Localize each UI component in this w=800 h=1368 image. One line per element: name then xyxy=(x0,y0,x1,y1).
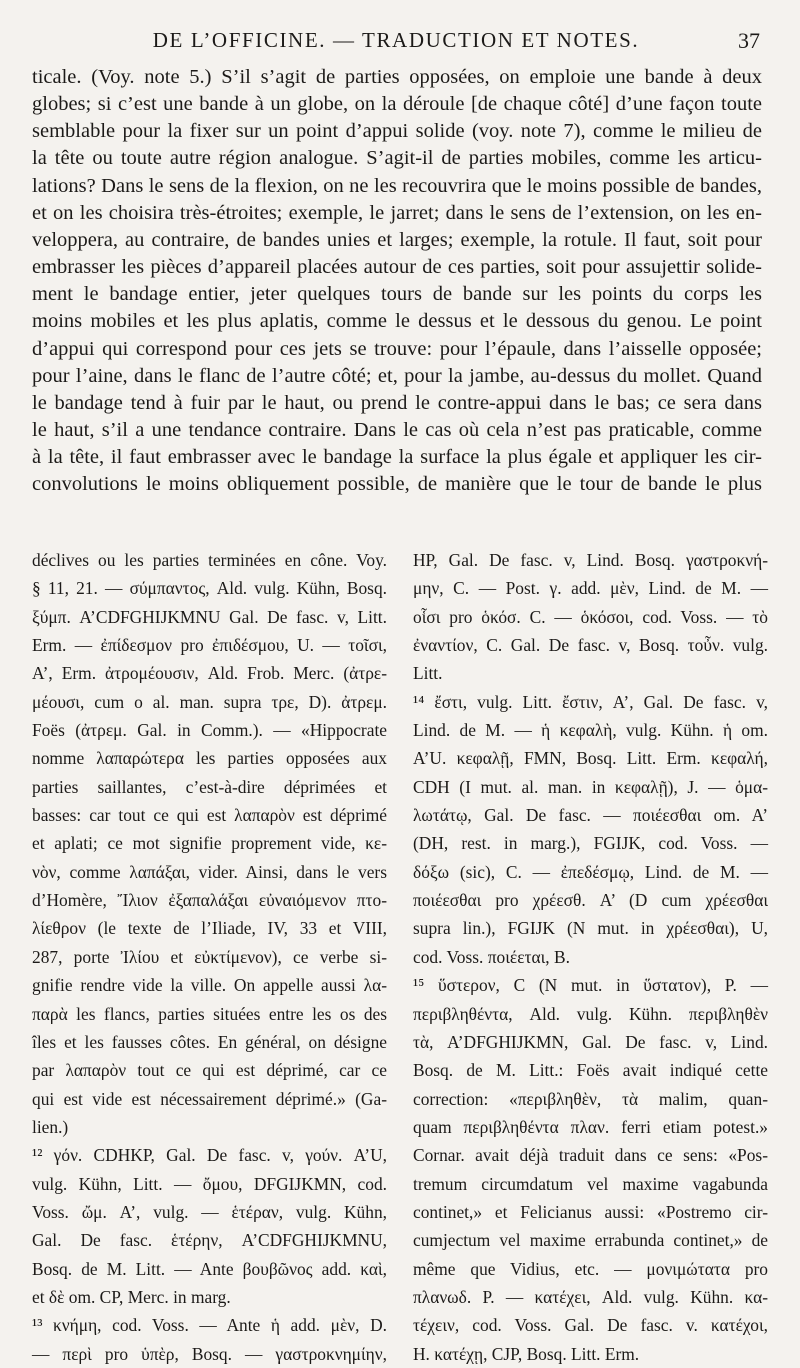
footnote-line: déclives ou les parties terminées en cône. Voy. xyxy=(32,550,387,570)
footnote-line: quam περιβληθέντα πλαν. ferri etiam potest.» xyxy=(413,1116,768,1137)
footnote-line: Gal. De fasc. ἑτέρην, A’CDFGHIJKMNU, xyxy=(32,1230,387,1251)
footnote-line: même que Vidius, etc. — μονιμώτατα pro xyxy=(413,1258,768,1279)
text-line: à la tête, il faut embrasser avec le bandage la surface la plus égale et appliquer les cir- xyxy=(32,446,762,469)
footnote-line: vulg. Kühn, Litt. — ὄμου, DFGIJKMN, cod. xyxy=(32,1173,387,1194)
footnote-line: A’U. κεφαλῇ, FMN, Bosq. Litt. Erm. κεφαλή, xyxy=(413,748,768,769)
page-header xyxy=(32,28,760,62)
footnote-line: Lind. de M. — ἡ κεφαλὴ, vulg. Kühn. ἡ om. xyxy=(413,720,768,741)
footnote-line: Erm. — ἐπίδεσμον pro ἐπιδέσμου, U. — τοῖσι, xyxy=(32,635,387,656)
text-line: embrasser les pièces d’appareil placées autour de ces parties, soit pour assujettir solide- xyxy=(32,256,762,279)
footnotes xyxy=(32,546,768,1364)
footnote-line: qui est vide est nécessairement déprimé.» (Ga- xyxy=(32,1088,387,1109)
text-line: convolutions le moins obliquement possible, de manière que le tour de bande le plus xyxy=(32,473,762,496)
footnote-line: tremum circumdatum vel maxime vagabunda xyxy=(413,1173,768,1194)
footnotes-right-column xyxy=(413,546,768,1368)
footnote-line: τὰ, A’DFGHIJKMN, Gal. De fasc. v, Lind. xyxy=(413,1031,768,1052)
footnote-line: ποιέεσθαι pro χρέεσθ. A’ (D cum χρέεσθαι xyxy=(413,890,768,911)
footnote-line: (DH, rest. in marg.), FGIJK, cod. Voss. — xyxy=(413,833,768,854)
footnote-line: τέχειν, cod. Voss. Gal. De fasc. v. κατέχοι, xyxy=(413,1315,768,1336)
text-line: d’appui qui correspond pour ces jets se trouve: pour l’épaule, dans l’aisselle opposée; xyxy=(32,337,762,360)
text-line: et on les choisira très-étroites; exemple, le jarret; dans le sens de l’extension, on les en- xyxy=(32,201,762,224)
text-line: le bandage tend à fuir par le haut, ou prend le contre-appui dans le bas; ce sera dans xyxy=(32,391,762,414)
footnote-line: Litt. xyxy=(413,663,443,684)
footnote-line: ¹³ κνήμη, cod. Voss. — Ante ἡ add. μὲν, D. xyxy=(32,1315,387,1336)
text-line: la tête ou toute autre région analogue. S’agit-il de parties mobiles, comme les articu- xyxy=(32,147,762,170)
main-text-block xyxy=(32,64,762,499)
page-number: 37 xyxy=(738,28,760,53)
footnote-line: δόξω (sic), C. — ἐπεδέσμῳ, Lind. de M. — xyxy=(413,861,768,882)
footnote-line: — περὶ pro ὑπὲρ, Bosq. — γαστροκνημίην, xyxy=(32,1343,387,1364)
footnote-line: Voss. ὤμ. A’, vulg. — ἑτέραν, vulg. Kühn, xyxy=(32,1201,387,1222)
footnote-line: πλανωδ. P. — κατέχει, Ald. vulg. Kühn. κα- xyxy=(413,1286,768,1307)
footnote-line: ¹⁴ ἔστι, vulg. Litt. ἔστιν, A’, Gal. De fasc. v, xyxy=(413,691,768,712)
footnote-line: nomme λαπαρώτερα les parties opposées aux xyxy=(32,748,387,769)
footnote-line: par λαπαρὸν tout ce qui est déprimé, car ce xyxy=(32,1060,387,1081)
footnote-line: περιβληθέντα, Ald. vulg. Kühn. περιβληθὲν xyxy=(413,1003,768,1024)
footnote-line: ¹² γόν. CDHKP, Gal. De fasc. v, γούν. A’U, xyxy=(32,1145,387,1166)
text-line: lations? Dans le sens de la flexion, on ne les recouvrira que le moins possible de bandes, xyxy=(32,174,762,197)
footnote-line: ἐναντίον, C. Gal. De fasc. v, Bosq. τοὖν. vulg. xyxy=(413,635,768,656)
footnote-line: λίεθρον (le texte de l’Iliade, IV, 33 et VIII, xyxy=(32,918,387,939)
footnote-line: continet,» et Felicianus aussi: «Postremo cir- xyxy=(413,1201,768,1222)
footnote-line: μην, C. — Post. γ. add. μὲν, Lind. de M. — xyxy=(413,578,768,599)
footnote-line: § 11, 21. — σύμπαντος, Ald. vulg. Kühn, Bosq. xyxy=(32,578,387,599)
footnote-line: gnifie rendre vide la ville. On appelle aussi λα- xyxy=(32,975,387,996)
footnotes-left-column xyxy=(32,546,387,1368)
footnote-line: παρὰ les flancs, parties situées entre les os des xyxy=(32,1003,387,1024)
text-line: ticale. (Voy. note 5.) S’il s’agit de parties opposées, on emploie une bande à deux xyxy=(32,66,762,88)
footnote-line: CDH (I mut. al. man. in κεφαλῇ), J. — ὁμα- xyxy=(413,776,768,797)
footnote-line: λωτάτῳ, Gal. De fasc. — ποιέεσθαι om. A’ xyxy=(413,805,768,826)
footnote-line: μέουσι, cum ο al. man. supra τρε, D). ἀτρεμ. xyxy=(32,691,387,712)
footnote-line: d’Homère, Ἴλιον ἐξαπαλάξαι εὐναιόμενον πτο- xyxy=(32,890,387,911)
footnote-line: Cornar. avait déjà traduit dans ce sens: «Pos- xyxy=(413,1145,768,1166)
text-line: le haut, s’il a une tendance contraire. Dans le cas où cela n’est pas praticable, comme xyxy=(32,419,762,442)
footnote-line: νὸν, comme λαπάξαι, vider. Ainsi, dans le vers xyxy=(32,861,387,882)
footnote-line: cod. Voss. ποιέεται, B. xyxy=(413,946,570,967)
footnote-line: lien.) xyxy=(32,1116,69,1137)
text-line: pour l’aine, dans le flanc de l’autre côté; et, pour la jambe, au-dessus du mollet. Quand xyxy=(32,364,762,387)
footnote-line: οἷσι pro ὁκόσ. C. — ὁκόσοι, cod. Voss. — τὸ xyxy=(413,606,768,627)
footnote-line: ξύμπ. A’CDFGHIJKMNU Gal. De fasc. v, Litt. xyxy=(32,606,387,627)
footnote-line: ¹⁵ ὕστερον, C (N mut. in ὕστατον), P. — xyxy=(413,975,768,996)
footnote-line: A’, Erm. ἀτρομέουσιν, Ald. Frob. Merc. (ἀτρε- xyxy=(32,663,387,684)
footnote-line: basses: car tout ce qui est λαπαρὸν est déprimé xyxy=(32,805,387,826)
text-line: veloppera, au contraire, de bandes unies et larges; exemple, la rotule. Il faut, soit pour xyxy=(32,228,762,251)
text-line: moins mobiles et les plus aplatis, comme le dessus et le dessous du genou. Le point xyxy=(32,310,762,333)
footnote-line: et aplati; ce mot signifie proprement vide, κε- xyxy=(32,833,387,854)
text-line: globes; si c’est une bande à un globe, on la déroule [de chaque côté] d’une façon toute xyxy=(32,93,762,116)
text-line: ment le bandage entier, jeter quelques tours de bande sur les points du corps les xyxy=(32,283,762,306)
footnote-line: 287, porte Ἰλίου et εὐκτίμενον), ce verbe si- xyxy=(32,946,387,967)
footnote-line: supra lin.), FGIJK (N mut. in χρέεσθαι), U, xyxy=(413,918,768,939)
footnote-line: HP, Gal. De fasc. v, Lind. Bosq. γαστροκνή- xyxy=(413,550,768,570)
running-head: DE L’OFFICINE. — TRADUCTION ET NOTES. xyxy=(152,28,640,52)
footnote-line: îles et les fausses côtes. En général, on désigne xyxy=(32,1031,387,1052)
footnote-line: cumjectum vel maxime errabunda continet,» de xyxy=(413,1230,768,1251)
footnote-line: Bosq. de M. Litt.: Foës avait indiqué cette xyxy=(413,1060,768,1081)
text-line: semblable pour la fixer sur un point d’appui solide (voy. note 7), comme le milieu de xyxy=(32,120,762,143)
footnote-line: H. κατέχῃ, CJP, Bosq. Litt. Erm. xyxy=(413,1343,640,1364)
footnote-line: et δὲ om. CP, Merc. in marg. xyxy=(32,1286,231,1307)
footnote-line: Foës (ἀτρεμ. Gal. in Comm.). — «Hippocrate xyxy=(32,720,387,741)
footnote-line: parties saillantes, c’est-à-dire déprimées et xyxy=(32,776,387,797)
footnote-line: Bosq. de M. Litt. — Ante βουβῶνος add. καὶ, xyxy=(32,1258,387,1279)
footnote-line: correction: «περιβληθὲν, τὰ malim, quan- xyxy=(413,1088,768,1109)
